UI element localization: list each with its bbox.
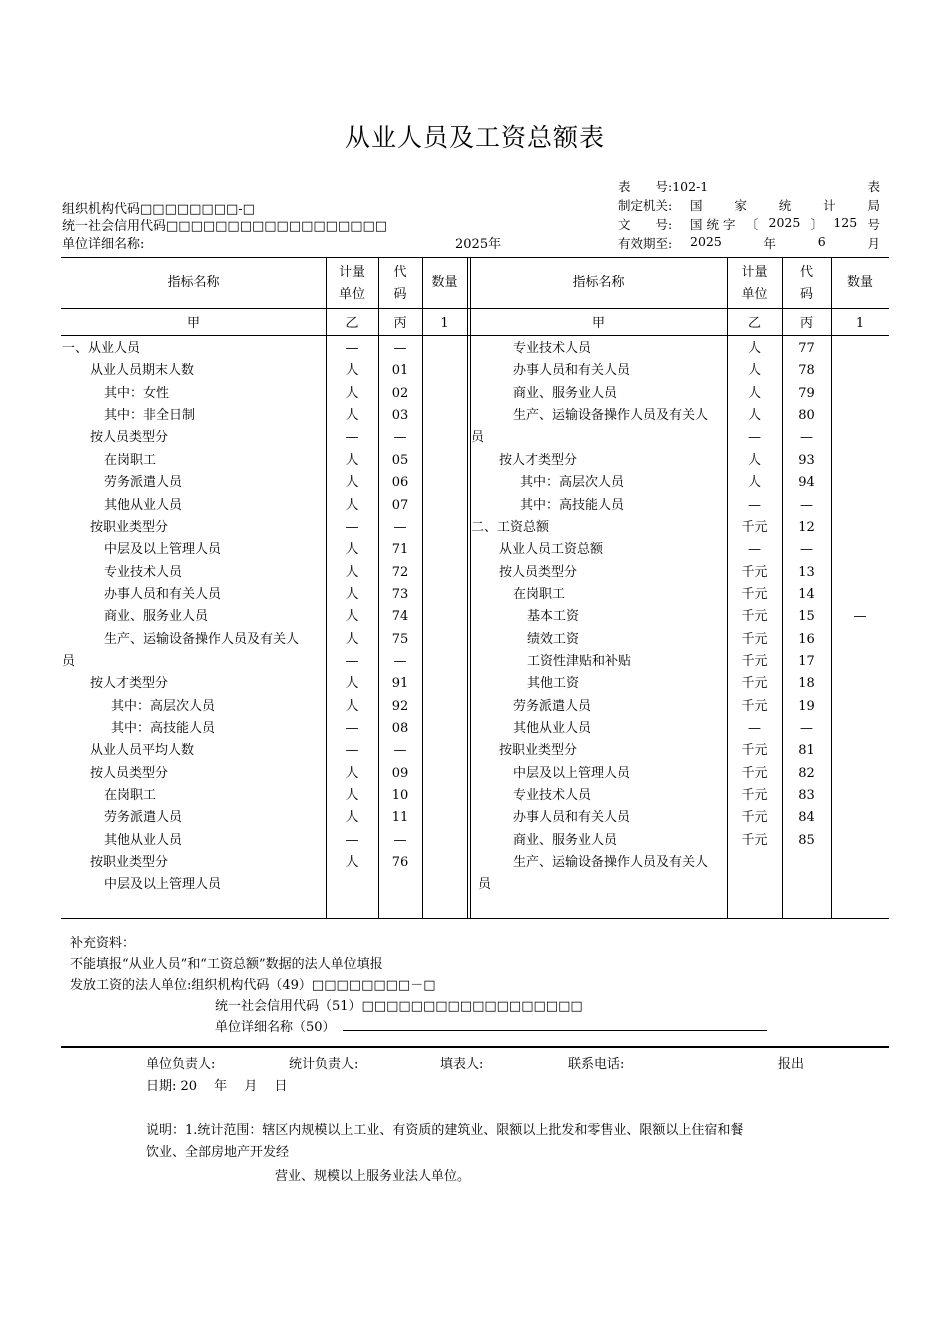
left-row-unit: — <box>345 430 359 446</box>
col-header-unit-l1: 计量 <box>338 265 365 280</box>
doc-number-part: 125 <box>833 215 858 230</box>
right-row-name: 生产、运输设备操作人员及有关人 <box>513 408 709 424</box>
left-row-unit: 人 <box>345 452 359 468</box>
authority-char: 计 <box>823 198 836 213</box>
right-row-unit: 千元 <box>741 564 768 580</box>
col-header-code-l2: 码 <box>799 287 813 302</box>
right-row-code: — <box>800 497 813 513</box>
doc-number-value <box>690 215 880 233</box>
col-header-unit <box>326 260 378 308</box>
supplement-line1: 不能填报“从业人员”和“工资总额”数据的法人单位填报 <box>70 957 383 972</box>
right-row-unit: 千元 <box>741 743 768 759</box>
left-row-code: 06 <box>391 475 409 491</box>
left-row-name: 按人员类型分 <box>90 430 169 446</box>
left-row-code: — <box>393 341 407 356</box>
doc-number-line <box>618 215 880 233</box>
left-row-code: 10 <box>391 788 409 803</box>
right-row-code: — <box>800 721 813 736</box>
left-row-name: 按人员类型分 <box>90 765 169 781</box>
left-row-unit: 人 <box>345 788 359 803</box>
right-row-name: 商业、服务业人员 <box>513 385 618 401</box>
right-row-name: 员 <box>471 430 485 446</box>
authority-char: 国 <box>690 198 703 213</box>
right-row-code: 14 <box>798 586 815 602</box>
unit-name-underline <box>343 1030 767 1031</box>
sub-header-name: 甲 <box>186 316 200 331</box>
left-row-unit: 人 <box>345 810 359 826</box>
left-row-code <box>378 874 422 896</box>
org-code-line: 组织机构代码□□□□□□□□-□ <box>62 202 255 217</box>
right-row-name: 其他从业人员 <box>513 721 592 736</box>
doc-number-part: 〕 <box>810 217 824 232</box>
doc-number-part: 号 <box>867 217 880 232</box>
right-row-qty: — <box>853 609 867 625</box>
right-row-code <box>782 852 831 874</box>
unit-head-label: 单位负责人: <box>146 1057 216 1072</box>
left-row-unit: — <box>345 832 359 848</box>
footer-divider <box>61 1046 889 1048</box>
right-row-code: 82 <box>798 765 815 781</box>
valid-until-label: 有效期至: <box>618 236 673 251</box>
left-row-unit: 人 <box>345 609 359 625</box>
col-header-code-l2: 码 <box>393 287 407 302</box>
sub-header-qty: 1 <box>440 316 449 331</box>
right-row-name: 按人员类型分 <box>499 564 578 580</box>
valid-until-part: 2025 <box>690 234 722 249</box>
valid-until-line <box>618 234 880 252</box>
col-header-code <box>378 260 422 308</box>
doc-number-label: 文 号: <box>618 217 673 232</box>
right-row-unit: 人 <box>747 363 761 379</box>
authority-char: 家 <box>734 198 747 213</box>
right-row-name: 其中：高技能人员 <box>520 497 625 513</box>
left-row-code: — <box>393 653 407 669</box>
left-row-name: 生产、运输设备操作人员及有关人 <box>104 631 300 647</box>
left-row-unit: 人 <box>345 385 359 401</box>
left-row-code: 92 <box>391 698 409 714</box>
right-row-name: 办事人员和有关人员 <box>513 810 631 826</box>
page-title: 从业人员及工资总额表 <box>344 123 605 152</box>
left-row-code: 02 <box>391 385 409 401</box>
right-row-name: 从业人员工资总额 <box>499 542 604 558</box>
left-row-name: 劳务派遣人员 <box>104 810 183 826</box>
right-row-name: 其他工资 <box>527 676 580 692</box>
left-row-name: 其中：高技能人员 <box>111 721 216 736</box>
right-row-unit: 人 <box>747 408 761 424</box>
right-row-code: 81 <box>798 743 815 759</box>
authority-char: 统 <box>778 198 792 213</box>
right-row-code: 12 <box>798 519 815 535</box>
left-row-name: 其中：高层次人员 <box>111 698 216 714</box>
right-row-unit: 人 <box>747 452 761 468</box>
right-row-code: — <box>800 430 813 446</box>
note-line1: 说明：1.统计范围：辖区内规模以上工业、有资质的建筑业、限额以上批发和零售业、限额以上住宿和餐 <box>146 1123 744 1138</box>
right-row-name: 按职业类型分 <box>499 743 578 759</box>
right-row-name: 基本工资 <box>527 609 580 625</box>
left-row-unit: — <box>345 341 359 356</box>
sub-header-code-right: 丙 <box>799 316 813 331</box>
right-row-unit: 人 <box>747 385 761 401</box>
left-row-unit: 人 <box>345 676 359 692</box>
supplement-line2-label: 发放工资的法人单位: <box>70 978 192 993</box>
authority-value <box>690 196 880 214</box>
filler-label: 填表人: <box>440 1057 484 1072</box>
right-row-name: 商业、服务业人员 <box>513 832 618 848</box>
right-row-unit: 人 <box>747 341 761 356</box>
supplement-heading: 补充资料： <box>70 936 136 951</box>
col-header-name: 指标名称 <box>167 275 220 290</box>
authority-char: 局 <box>867 198 880 213</box>
supplement-line3: 统一社会信用代码（51）□□□□□□□□□□□□□□□□□□ <box>215 999 583 1014</box>
right-row-unit: 千元 <box>741 631 768 647</box>
left-row-code: 74 <box>391 609 409 625</box>
right-row-code: 17 <box>798 653 815 669</box>
stat-head-label: 统计负责人: <box>289 1057 359 1072</box>
right-row-name: 中层及以上管理人员 <box>513 765 631 781</box>
right-row-name: 工资性津贴和补贴 <box>527 653 632 669</box>
col-header-unit-l1: 计量 <box>741 265 768 280</box>
table-number-label: 表 号: <box>618 179 673 194</box>
authority-line <box>618 196 880 214</box>
left-row-code: 08 <box>391 721 409 736</box>
table-number-suffix: 表 <box>867 179 880 194</box>
left-row-unit: 人 <box>345 497 359 513</box>
left-row-name: 一、从业人员 <box>62 341 141 356</box>
right-row-name: 员 <box>478 877 492 893</box>
left-row-unit: 人 <box>345 475 359 491</box>
col-header-qty: 数量 <box>431 275 458 290</box>
left-row-code: 11 <box>391 810 409 826</box>
left-row-unit: 人 <box>345 542 359 558</box>
supplement-line4: 单位详细名称（50） <box>215 1020 336 1035</box>
right-row-unit: — <box>748 497 761 513</box>
left-row-name: 商业、服务业人员 <box>104 609 209 625</box>
right-row-code: 77 <box>798 341 815 356</box>
right-row-name: 劳务派遣人员 <box>513 698 592 714</box>
left-row-code: 91 <box>391 676 409 692</box>
doc-number-part: 〔 <box>745 217 759 232</box>
right-row-code: 18 <box>798 676 815 692</box>
note-line2: 饮业、全部房地产开发经 <box>146 1145 290 1160</box>
right-row-code: 93 <box>798 452 815 468</box>
right-row-unit: 千元 <box>741 788 768 803</box>
left-row-unit: 人 <box>345 564 359 580</box>
left-row-unit: — <box>345 721 359 736</box>
left-row-code: 73 <box>391 586 409 602</box>
sub-header-unit: 乙 <box>345 316 359 331</box>
right-row-unit <box>727 874 782 896</box>
left-row-unit: — <box>345 743 359 759</box>
report-year: 2025年 <box>455 237 502 252</box>
right-row-unit: — <box>748 542 761 558</box>
col-header-name-right: 指标名称 <box>572 275 625 290</box>
left-row-code: 03 <box>391 408 409 424</box>
right-row-unit: 千元 <box>741 519 768 535</box>
left-row-unit: 人 <box>345 408 359 424</box>
left-row-code: 71 <box>391 542 409 558</box>
right-row-unit: 千元 <box>741 832 768 848</box>
right-row-code <box>782 874 831 896</box>
right-row-code: 84 <box>798 810 815 826</box>
left-row-code: — <box>393 832 407 848</box>
right-row-unit: 千元 <box>741 653 768 669</box>
right-row-name: 绩效工资 <box>527 631 580 647</box>
left-row-unit: — <box>345 519 359 535</box>
valid-until-part: 年 <box>763 236 777 251</box>
right-row-code: 94 <box>798 475 815 491</box>
sub-header-name-right: 甲 <box>591 316 605 331</box>
left-row-name: 办事人员和有关人员 <box>104 586 222 602</box>
sub-header-code: 丙 <box>393 316 407 331</box>
left-row-name: 从业人员期末人数 <box>90 363 195 379</box>
left-row-code: — <box>393 430 407 446</box>
right-row-code: 15 <box>798 609 815 625</box>
left-row-name: 其他从业人员 <box>104 832 183 848</box>
right-row-unit: 千元 <box>741 698 768 714</box>
left-row-name: 按人才类型分 <box>90 676 169 692</box>
main-table <box>61 257 889 919</box>
left-row-unit: 人 <box>345 765 359 781</box>
left-row-unit: 人 <box>345 698 359 714</box>
right-row-name: 生产、运输设备操作人员及有关人 <box>513 855 709 871</box>
left-row-code: 05 <box>391 452 409 468</box>
col-header-code-l1: 代 <box>393 265 407 280</box>
phone-label: 联系电话: <box>568 1057 625 1072</box>
right-row-code: 19 <box>798 698 815 714</box>
right-row-code: 80 <box>798 408 815 424</box>
left-row-name: 按职业类型分 <box>90 855 169 871</box>
left-row-name: 员 <box>62 653 76 669</box>
left-row-name: 在岗职工 <box>104 788 157 803</box>
right-row-name: 办事人员和有关人员 <box>513 363 631 379</box>
unit-name-line: 单位详细名称: <box>62 237 145 252</box>
right-row-unit: 千元 <box>741 810 768 826</box>
left-row-name: 中层及以上管理人员 <box>104 877 222 893</box>
right-row-name: 其中：高层次人员 <box>520 475 625 491</box>
col-header-qty-right: 数量 <box>846 275 873 290</box>
left-row-unit <box>326 874 378 896</box>
right-row-unit: 千元 <box>741 676 768 692</box>
col-header-code-right <box>782 260 831 308</box>
right-row-code: 79 <box>798 385 815 401</box>
right-row-code: — <box>800 542 813 558</box>
left-row-unit: 人 <box>345 586 359 602</box>
right-row-unit: 千元 <box>741 765 768 781</box>
credit-code-line: 统一社会信用代码□□□□□□□□□□□□□□□□□□ <box>62 219 388 234</box>
left-row-name: 其他从业人员 <box>104 497 183 513</box>
left-row-code: 75 <box>391 631 409 647</box>
left-row-name: 劳务派遣人员 <box>104 475 183 491</box>
left-row-unit: 人 <box>345 631 359 647</box>
doc-number-part: 2025 <box>768 215 801 230</box>
col-header-unit-l2: 单位 <box>741 287 768 302</box>
left-row-name: 按职业类型分 <box>90 519 169 535</box>
left-row-code: — <box>393 743 407 759</box>
left-row-code: 01 <box>391 363 409 379</box>
col-header-unit-right <box>727 260 782 308</box>
col-header-unit-l2: 单位 <box>338 287 365 302</box>
left-row-name: 专业技术人员 <box>104 564 183 580</box>
table-number-value: 102-1 <box>672 179 709 194</box>
note-line3: 营业、规模以上服务业法人单位。 <box>275 1169 471 1184</box>
right-row-code: 85 <box>798 832 815 848</box>
right-row-name: 专业技术人员 <box>513 341 592 356</box>
valid-until-value <box>690 234 880 252</box>
right-row-name: 按人才类型分 <box>499 452 578 468</box>
left-row-unit: 人 <box>345 855 359 871</box>
right-row-code: 13 <box>798 564 815 580</box>
right-row-unit: — <box>748 430 761 446</box>
right-row-name: 二、工资总额 <box>471 519 550 535</box>
right-row-unit: 千元 <box>741 586 768 602</box>
right-row-unit: 人 <box>747 475 761 491</box>
right-row-unit: — <box>748 721 761 736</box>
sub-header-qty-right: 1 <box>855 316 865 331</box>
right-row-code: 78 <box>798 363 815 379</box>
sub-header-unit-right: 乙 <box>747 316 761 331</box>
right-row-code: 16 <box>798 631 815 647</box>
valid-until-part: 月 <box>867 236 880 251</box>
left-row-name: 从业人员平均人数 <box>90 743 195 759</box>
left-row-name: 在岗职工 <box>104 452 157 468</box>
date-line: 日期: 20 年 月 日 <box>146 1079 288 1094</box>
valid-until-part: 6 <box>817 234 826 249</box>
right-row-unit: 千元 <box>741 609 768 625</box>
table-number-line <box>618 177 880 195</box>
supplement-line2 <box>70 974 435 993</box>
left-row-name: 中层及以上管理人员 <box>104 542 222 558</box>
left-row-name: 其中：非全日制 <box>104 408 196 424</box>
left-row-unit: 人 <box>345 363 359 379</box>
right-row-code: 83 <box>798 788 815 803</box>
left-row-code: 09 <box>391 765 409 781</box>
left-row-unit: — <box>345 653 359 669</box>
left-row-name: 其中：女性 <box>104 385 170 401</box>
left-row-code: 76 <box>391 855 409 871</box>
left-row-code: 07 <box>391 497 409 513</box>
doc-number-part: 国 统 字 <box>690 217 736 232</box>
supplement-line2-value: 组织机构代码（49）□□□□□□□□－□ <box>191 978 436 993</box>
right-row-name: 专业技术人员 <box>513 788 592 803</box>
col-header-code-l1: 代 <box>799 265 813 280</box>
left-row-code: 72 <box>391 564 409 580</box>
report-label: 报出 <box>778 1057 805 1072</box>
authority-label: 制定机关: <box>618 198 673 213</box>
left-row-code: — <box>393 519 407 535</box>
right-row-unit <box>727 852 782 874</box>
right-row-name: 在岗职工 <box>513 586 566 602</box>
